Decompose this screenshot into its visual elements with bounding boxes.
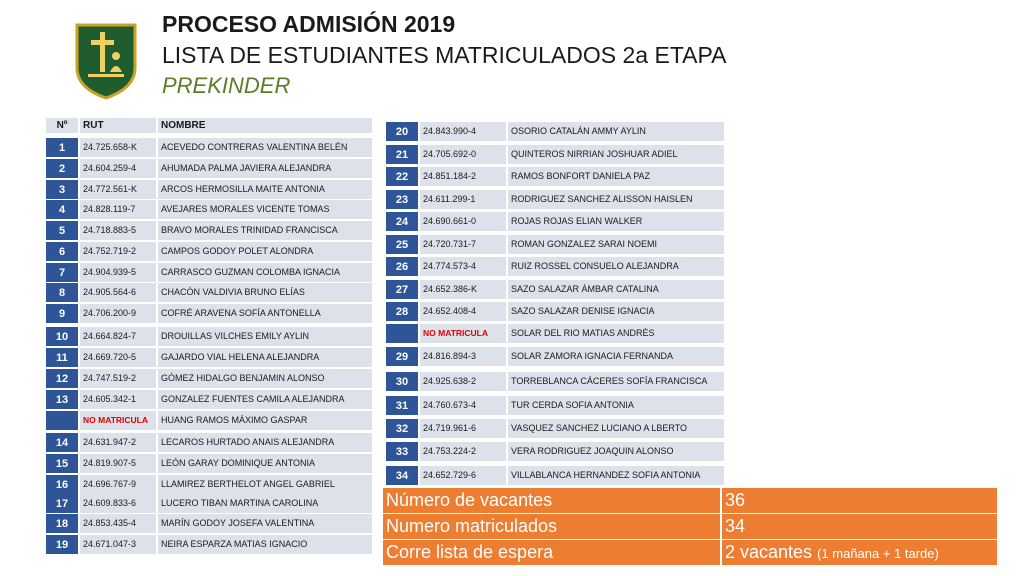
row-rut: 24.851.184-2: [420, 167, 506, 186]
row-number: 17: [46, 494, 78, 513]
row-number: 7: [46, 263, 78, 282]
summary-row: [383, 540, 997, 565]
row-rut: 24.664.824-7: [80, 327, 156, 346]
summary-label: Corre lista de espera: [383, 540, 720, 565]
row-rut: 24.652.729-6: [420, 466, 506, 485]
row-rut: 24.696.767-9: [80, 475, 156, 494]
row-name: BRAVO MORALES TRINIDAD FRANCISCA: [158, 221, 372, 240]
summary-row: [383, 488, 997, 513]
row-number: 12: [46, 369, 78, 388]
row-number: [46, 411, 78, 430]
row-name: GÓMEZ HIDALGO BENJAMIN ALONSO: [158, 369, 372, 388]
row-number: 34: [386, 466, 418, 485]
row-name: AVEJARES MORALES VICENTE TOMAS: [158, 200, 372, 219]
row-name: RAMOS BONFORT DANIELA PAZ: [508, 167, 724, 186]
row-name: CARRASCO GUZMAN COLOMBA IGNACIA: [158, 263, 372, 282]
table-header-num: Nº: [46, 118, 78, 133]
row-rut: 24.671.047-3: [80, 535, 156, 554]
row-name: CHACÓN VALDIVIA BRUNO ELÍAS: [158, 283, 372, 302]
row-name: ACEVEDO CONTRERAS VALENTINA BELÉN: [158, 138, 372, 157]
level-label: PREKINDER: [162, 73, 291, 98]
row-name: RODRIGUEZ SANCHEZ ALISSON HAISLEN: [508, 190, 724, 209]
row-rut: 24.609.833-6: [80, 494, 156, 513]
row-rut: 24.828.119-7: [80, 200, 156, 219]
row-rut: 24.853.435-4: [80, 514, 156, 533]
row-rut: 24.905.564-6: [80, 283, 156, 302]
row-name: QUINTEROS NIRRIAN JOSHUAR ADIEL: [508, 145, 724, 164]
page-subtitle: LISTA DE ESTUDIANTES MATRICULADOS 2a ETAPA: [162, 42, 727, 68]
summary-label: Numero matriculados: [383, 514, 720, 539]
row-number: 32: [386, 419, 418, 438]
row-number: 4: [46, 200, 78, 219]
row-number: 15: [46, 454, 78, 473]
row-rut: 24.819.907-5: [80, 454, 156, 473]
summary-value: 36: [722, 488, 997, 513]
row-name: CAMPOS GODOY POLET ALONDRA: [158, 242, 372, 261]
row-rut: 24.706.200-9: [80, 304, 156, 323]
row-number: 9: [46, 304, 78, 323]
row-rut: 24.690.661-0: [420, 212, 506, 231]
row-number: 2: [46, 159, 78, 178]
row-number: 21: [386, 145, 418, 164]
row-number: 31: [386, 396, 418, 415]
row-rut: NO MATRICULA: [420, 324, 506, 343]
row-name: GAJARDO VIAL HELENA ALEJANDRA: [158, 348, 372, 367]
row-rut: 24.843.990-4: [420, 122, 506, 141]
row-number: 13: [46, 390, 78, 409]
row-number: 11: [46, 348, 78, 367]
row-number: 10: [46, 327, 78, 346]
row-rut: 24.753.224-2: [420, 442, 506, 461]
summary-note: (1 mañana + 1 tarde): [817, 546, 939, 561]
row-rut: 24.705.692-0: [420, 145, 506, 164]
row-rut: 24.669.720-5: [80, 348, 156, 367]
table-header-name: NOMBRE: [158, 118, 372, 133]
row-number: 18: [46, 514, 78, 533]
row-name: DROUILLAS VILCHES EMILY AYLIN: [158, 327, 372, 346]
row-name: COFRÉ ARAVENA SOFÍA ANTONELLA: [158, 304, 372, 323]
row-number: 16: [46, 475, 78, 494]
row-number: 1: [46, 138, 78, 157]
row-name: VERA RODRIGUEZ JOAQUIN ALONSO: [508, 442, 724, 461]
row-rut: 24.816.894-3: [420, 347, 506, 366]
row-rut: 24.604.259-4: [80, 159, 156, 178]
row-rut: NO MATRICULA: [80, 411, 156, 430]
row-rut: 24.719.961-6: [420, 419, 506, 438]
row-name: MARÍN GODOY JOSEFA VALENTINA: [158, 514, 372, 533]
row-number: 25: [386, 235, 418, 254]
row-rut: 24.925.638-2: [420, 372, 506, 391]
row-number: 22: [386, 167, 418, 186]
row-number: 26: [386, 257, 418, 276]
row-number: 3: [46, 180, 78, 199]
row-name: ROJAS ROJAS ELIAN WALKER: [508, 212, 724, 231]
row-name: HUANG RAMOS MÁXIMO GASPAR: [158, 411, 372, 430]
row-name: RUIZ ROSSEL CONSUELO ALEJANDRA: [508, 257, 724, 276]
row-name: SOLAR DEL RIO MATIAS ANDRÈS: [508, 324, 724, 343]
row-rut: 24.774.573-4: [420, 257, 506, 276]
row-name: NEIRA ESPARZA MATIAS IGNACIO: [158, 535, 372, 554]
row-number: 14: [46, 433, 78, 452]
row-number: 24: [386, 212, 418, 231]
row-name: ROMAN GONZALEZ SARAI NOEMI: [508, 235, 724, 254]
row-number: 6: [46, 242, 78, 261]
row-name: LECAROS HURTADO ANAIS ALEJANDRA: [158, 433, 372, 452]
row-number: 23: [386, 190, 418, 209]
row-rut: 24.720.731-7: [420, 235, 506, 254]
page-title: PROCESO ADMISIÓN 2019: [162, 11, 456, 37]
row-rut: 24.605.342-1: [80, 390, 156, 409]
row-name: SOLAR ZAMORA IGNACIA FERNANDA: [508, 347, 724, 366]
summary-value: 34: [722, 514, 997, 539]
row-rut: 24.747.519-2: [80, 369, 156, 388]
row-name: SAZO SALAZAR ÁMBAR CATALINA: [508, 280, 724, 299]
row-name: VILLABLANCA HERNANDEZ SOFIA ANTONIA: [508, 466, 724, 485]
row-number: 28: [386, 302, 418, 321]
row-number: 5: [46, 221, 78, 240]
row-number: [386, 324, 418, 343]
row-name: LUCERO TIBAN MARTINA CAROLINA: [158, 494, 372, 513]
row-number: 20: [386, 122, 418, 141]
row-number: 19: [46, 535, 78, 554]
row-name: OSORIO CATALÁN AMMY AYLIN: [508, 122, 724, 141]
row-name: LEÓN GARAY DOMINIQUE ANTONIA: [158, 454, 372, 473]
row-number: 27: [386, 280, 418, 299]
row-name: TORREBLANCA CÁCERES SOFÍA FRANCISCA: [508, 372, 724, 391]
row-rut: 24.904.939-5: [80, 263, 156, 282]
row-name: LLAMIREZ BERTHELOT ANGEL GABRIEL: [158, 475, 372, 494]
row-rut: 24.752.719-2: [80, 242, 156, 261]
row-rut: 24.611.299-1: [420, 190, 506, 209]
row-rut: 24.718.883-5: [80, 221, 156, 240]
row-name: GONZALEZ FUENTES CAMILA ALEJANDRA: [158, 390, 372, 409]
row-rut: 24.652.408-4: [420, 302, 506, 321]
row-rut: 24.652.386-K: [420, 280, 506, 299]
summary-value: 2 vacantes (1 mañana + 1 tarde): [722, 540, 997, 565]
summary-row: [383, 514, 997, 539]
row-number: 8: [46, 283, 78, 302]
row-number: 29: [386, 347, 418, 366]
school-crest-icon: [74, 22, 138, 100]
row-name: ARCOS HERMOSILLA MAITE ANTONIA: [158, 180, 372, 199]
row-name: TUR CERDA SOFIA ANTONIA: [508, 396, 724, 415]
row-rut: 24.631.947-2: [80, 433, 156, 452]
row-number: 33: [386, 442, 418, 461]
row-number: 30: [386, 372, 418, 391]
row-name: VASQUEZ SANCHEZ LUCIANO A LBERTO: [508, 419, 724, 438]
row-name: AHUMADA PALMA JAVIERA ALEJANDRA: [158, 159, 372, 178]
row-rut: 24.725.658-K: [80, 138, 156, 157]
row-rut: 24.772.561-K: [80, 180, 156, 199]
table-header-rut: RUT: [80, 118, 156, 133]
summary-label: Número de vacantes: [383, 488, 720, 513]
row-rut: 24.760.673-4: [420, 396, 506, 415]
row-name: SAZO SALAZAR DENISE IGNACIA: [508, 302, 724, 321]
